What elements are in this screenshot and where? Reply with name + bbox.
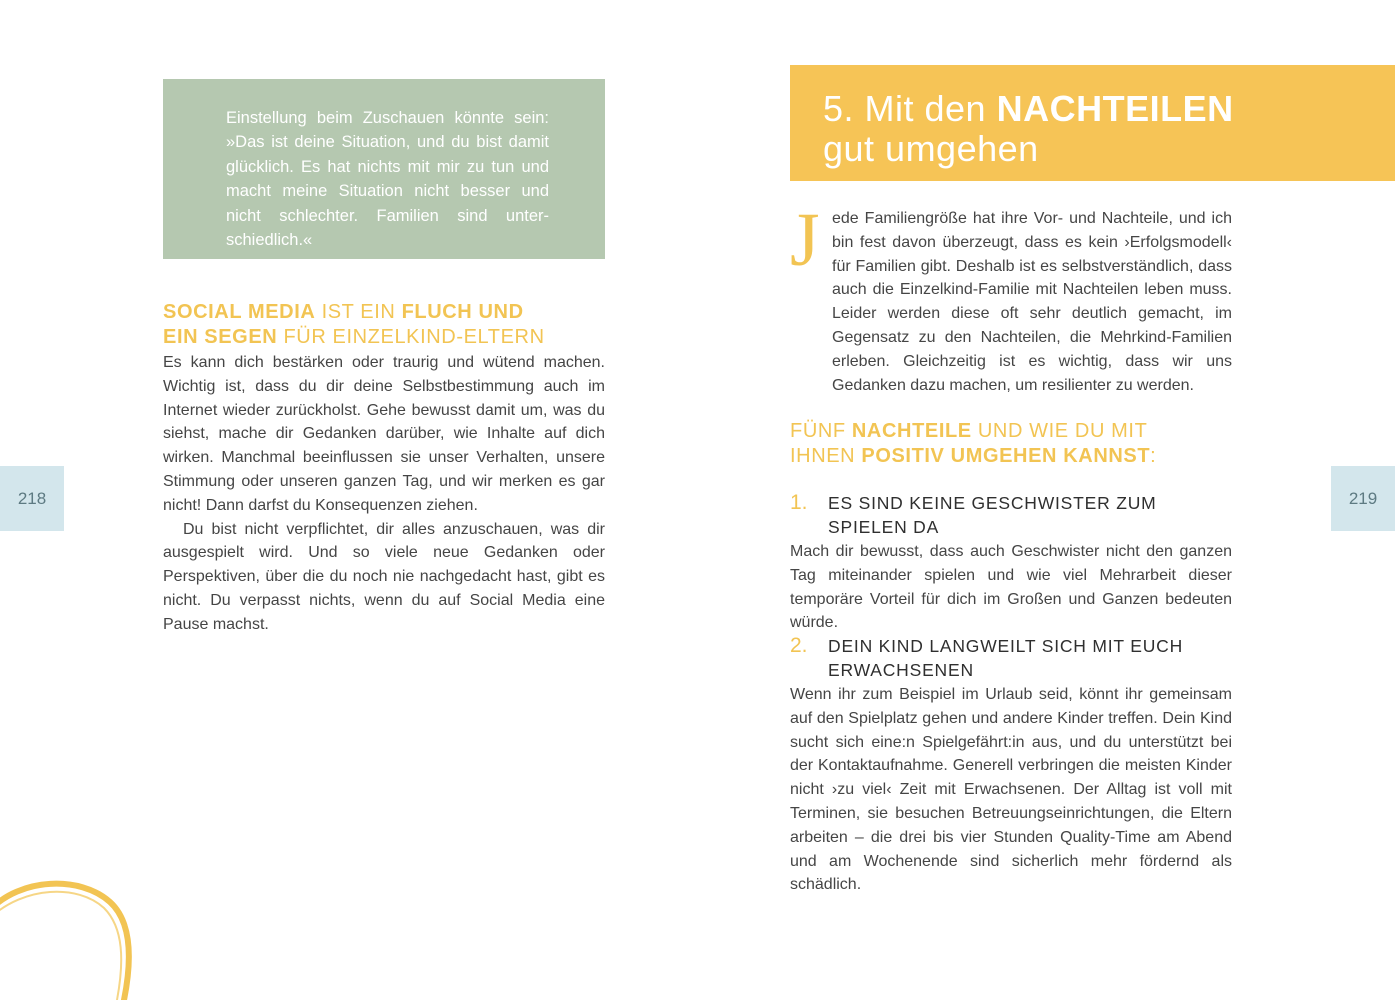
subheading-part: : — [1150, 445, 1157, 467]
paragraph: Es kann dich bestärken oder traurig und wütend machen. Wichtig ist, dass du dir deine Selbstbestimmung auch im Internet wieder zurückholst. Gehe bewusst damit um, was du siehst, mache dir Gedanken darüber, wie Inhalte auf dich wirken. Manchmal beeinflussen sie unser Verhalten, unsere Stimmung oder unseren ganzen Tag, und wir merken es gar nicht! Dann darfst du Konsequenzen ziehen. — [163, 354, 605, 514]
page-number-tab — [0, 466, 64, 531]
left-page — [0, 0, 697, 1000]
subheading-part: UND WIE DU MIT — [971, 420, 1148, 442]
right-page — [697, 0, 1395, 1000]
list-item-heading — [790, 634, 1232, 683]
paragraph: ede Familiengröße hat ihre Vor- und Nachteile, und ich bin fest davon überzeugt, dass es kein ›Erfolgsmodell‹ für Familien gibt. Deshalb ist es selbstverständlich, dass auch die Einzelkind-Familie mit Nachteilen leben muss. Leider werden diese oft sehr deutlich gemacht, im Gegensatz zu den Nachteilen, die Mehrkind-Familien erleben. Gleichzeitig ist es wichtig, dass wir uns Gedanken dazu machen, um resilienter zu werden. — [832, 210, 1232, 394]
chapter-title — [823, 89, 1234, 169]
heading-part: IST EIN — [315, 301, 402, 323]
page-number: 218 — [17, 488, 47, 508]
chapter-title-line2: gut umgehen — [823, 128, 1039, 169]
list-item — [790, 491, 1232, 635]
decorative-circle-icon — [0, 860, 140, 1000]
chapter-title-prefix: 5. Mit den — [823, 88, 997, 129]
chapter-title-bold: NACHTEILEN — [996, 88, 1234, 129]
heading-part: SOCIAL MEDIA — [163, 301, 316, 323]
list-item-text: Mach dir bewusst, dass auch Geschwister nicht den ganzen Tag miteinander spielen und wie viel Mehrarbeit dieser temporäre Vorteil für dich im Großen und Ganzen bedeuten würde. — [790, 543, 1232, 632]
page-number-tab — [1331, 466, 1395, 531]
paragraph: Du bist nicht verpflichtet, dir alles anzuschauen, was dir ausgespielt wird. Und so viele neue Gedanken oder Perspektiven, über die du noch nie nachgedacht hast, gibt es nicht. Du verpasst nichts, wenn du auf Social Media eine Pause machst. — [163, 520, 605, 633]
list-item-number: 1. — [790, 491, 808, 514]
chapter-banner — [790, 65, 1395, 181]
subheading-part: NACHTEILE — [851, 420, 972, 442]
quote-box — [163, 79, 605, 259]
list-item-text: Wenn ihr zum Beispiel im Urlaub seid, könnt ihr gemeinsam auf den Spielplatz gehen und andere Kinder treffen. Dein Kind sucht sich eine:n Spielgefährt:in aus, und du unterstützt bei der Kontaktaufnahme. Generell verbringen die meisten Kinder nicht ›zu viel‹ Zeit mit Erwachsenen. Der Alltag ist voll mit Terminen, sie besuchen Betreuungseinrichtungen, die Eltern arbeiten – die drei bis vier Stunden Quality-Time am Abend und am Wochenende sind sicherlich mehr fördernd als schädlich. — [790, 686, 1232, 894]
list-item — [790, 634, 1232, 897]
heading-part: FÜR EINZELKIND-ELTERN — [277, 326, 545, 348]
sub-heading — [790, 419, 1250, 469]
heading-part: FLUCH UND — [401, 301, 524, 323]
page-number: 219 — [1348, 488, 1378, 508]
left-body-text — [163, 351, 605, 637]
subheading-part: IHNEN — [790, 445, 862, 467]
drop-cap: J — [790, 198, 820, 282]
subheading-part: FÜNF — [790, 420, 852, 442]
list-item-title: ES SIND KEINE GESCHWISTER ZUM SPIELEN DA — [828, 493, 1157, 537]
intro-text — [790, 198, 1232, 397]
subheading-part: POSITIV UMGEHEN KANNST — [861, 445, 1151, 467]
quote-text: Einstellung beim Zuschauen könnte sein: »Das ist deine Situation, und du bist damit glücklich. Es hat nichts mit mir zu tun und macht meine Situation nicht besser und nicht schlechter. Familien sind unter-schiedlich.« — [226, 108, 549, 250]
list-item-title: DEIN KIND LANGWEILT SICH MIT EUCH ERWACHSENEN — [828, 636, 1184, 680]
list-item-number: 2. — [790, 634, 808, 657]
heading-part: EIN SEGEN — [163, 326, 278, 348]
list-item-heading — [790, 491, 1232, 540]
section-heading — [163, 300, 623, 350]
